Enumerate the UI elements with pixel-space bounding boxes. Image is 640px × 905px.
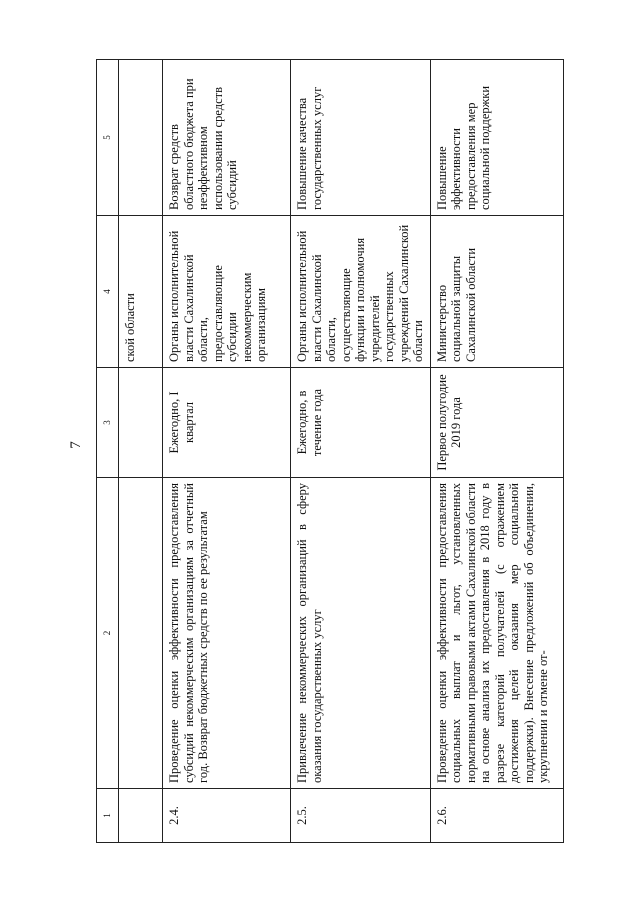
cell-executor: Органы исполнительной власти Сахалинской области, предоставляющие субсидии некоммерческим организациям [163, 216, 291, 368]
cell-deadline: Ежегодно, в течение года [291, 368, 431, 478]
cell-number: 2.5. [291, 789, 431, 843]
column-header-number: 1 [97, 789, 119, 843]
table-row [163, 60, 291, 843]
table-row-continuation [119, 60, 163, 843]
cell-description: Привлечение некоммерческих организаций в сферу оказания государственных услуг [291, 478, 431, 789]
cell-executor: Органы исполнительной власти Сахалинской области, осуществляющие функции и полномочия учредителей государственных учреждений Сахалинской области [291, 216, 431, 368]
cell-empty [119, 368, 163, 478]
rotated-table-container [96, 60, 548, 843]
cell-description: Проведение оценки эффективности предоставления социальных выплат и льгот, установленных нормативными правовыми актами Сахалинской области на основе анализа их предоставления в 2018 году в разрезе категорий получателей (с отражением достижения целей оказания мер социальной поддержки). Внесение предложений об объединении, укрупнении и отмене от- [430, 478, 563, 789]
column-header-result: 5 [97, 60, 119, 216]
measures-table [96, 59, 564, 843]
cell-executor: Министерство социальной защиты Сахалинской области [430, 216, 563, 368]
cell-number: 2.6. [430, 789, 563, 843]
table-row [430, 60, 563, 843]
column-header-executor: 4 [97, 216, 119, 368]
cell-result: Повышение качества государственных услуг [291, 60, 431, 216]
column-header-description: 2 [97, 478, 119, 789]
column-header-deadline: 3 [97, 368, 119, 478]
cell-empty [119, 478, 163, 789]
cell-description: Проведение оценки эффективности предоставления субсидий некоммерческим организациям за отчетный год. Возврат бюджетных средств по ее результатам [163, 478, 291, 789]
cell-executor-continuation: ской области [119, 216, 163, 368]
cell-empty [119, 789, 163, 843]
cell-number: 2.4. [163, 789, 291, 843]
cell-deadline: Ежегодно, I квартал [163, 368, 291, 478]
cell-result: Повышение эффективности предоставления мер социальной поддержки [430, 60, 563, 216]
cell-deadline: Первое полугодие 2019 года [430, 368, 563, 478]
cell-empty [119, 60, 163, 216]
page-number: 7 [68, 441, 84, 449]
table-header-row [97, 60, 119, 843]
table-row [291, 60, 431, 843]
cell-result: Возврат средств областного бюджета при неэффективном использовании средств субсидий [163, 60, 291, 216]
